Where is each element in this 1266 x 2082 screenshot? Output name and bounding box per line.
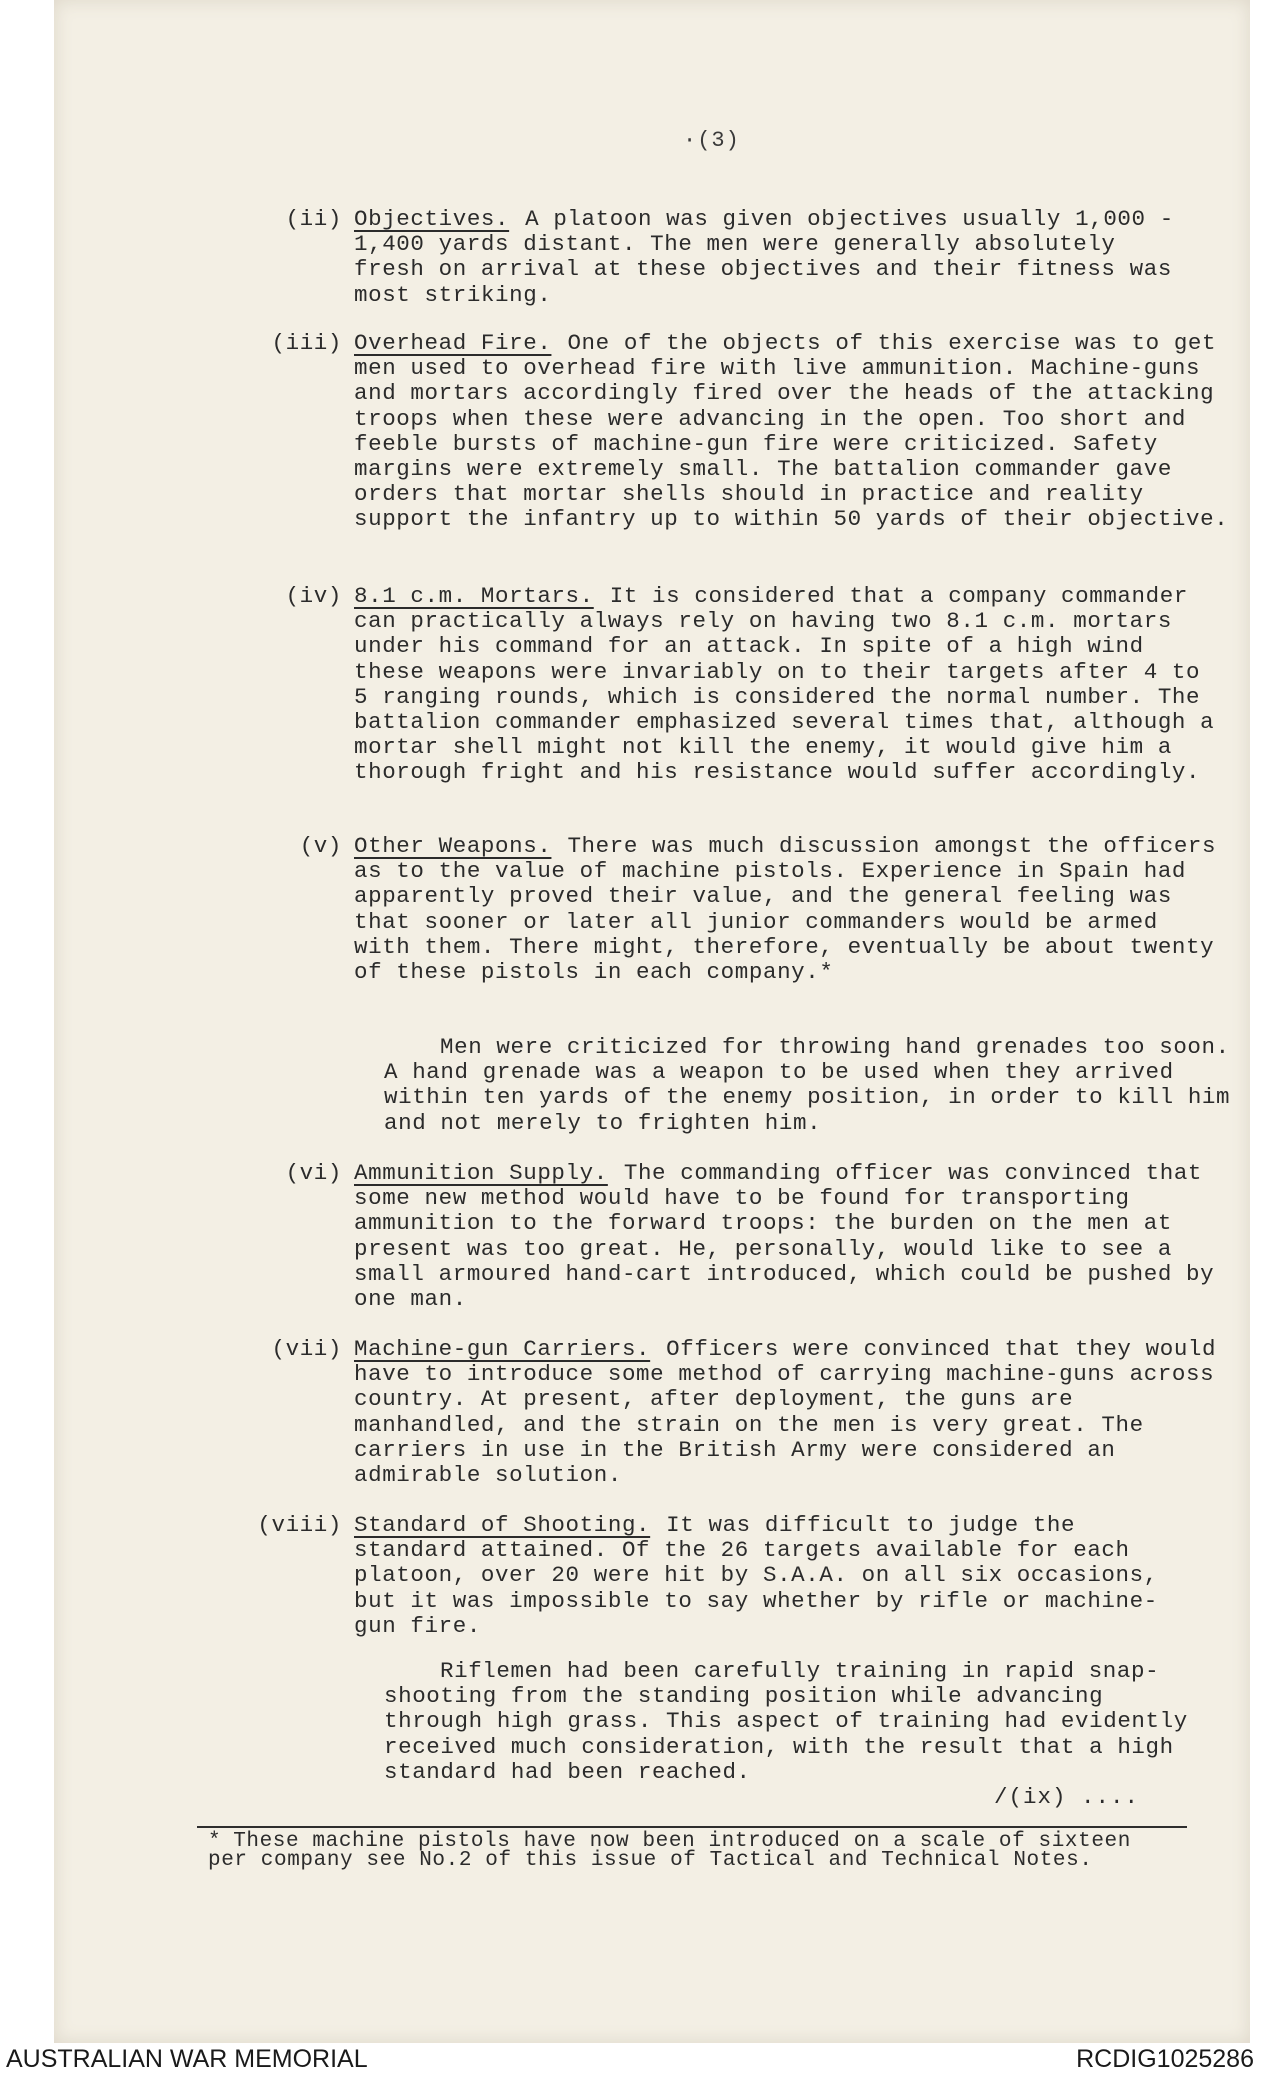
section-text: One of the objects of this exercise was to get men used to overhead fire with live ammunition. Machine-guns and mortars accordingly fired over the heads of the attacking troops when these were advancing in the open. Too short and feeble bursts of machine-gun fire were criticized. Safety margins were extremely small. The battalion commander gave orders that mortar shells should in practice and reality support the infantry up to within 50 yards of their objective. xyxy=(354,330,1229,533)
section-number: (v) xyxy=(299,833,342,859)
section-number: (iii) xyxy=(271,330,342,356)
section-text: A platoon was given objectives usually 1,000 - 1,400 yards distant. The men were generally absolutely fresh on arrival at these objectives and their fitness was most striking. xyxy=(354,206,1174,308)
continuation-marker: /(ix) .... xyxy=(994,1784,1140,1810)
section-heading: Overhead Fire. xyxy=(354,330,552,356)
section-text: It is considered that a company commander can practically always rely on having two 8.1 c.m. mortars under his command for an attack. In spite of a high wind these weapons were invariably on to their targets after 4 to 5 ranging rounds, which is considered the normal number. The battalion commander emphasized several times that, although a mortar shell might not kill the enemy, it would give him a thorough fright and his resistance would suffer accordingly. xyxy=(354,583,1215,786)
section-heading: Standard of Shooting. xyxy=(354,1512,651,1538)
section-number: (ii) xyxy=(285,206,342,232)
section-vii xyxy=(271,1336,1229,1489)
section-v-paragraph-2: Men were criticized for throwing hand grenades too soon. A hand grenade was a weapon to be used when they arrived within ten yards of the enemy position, in order to kill him and not merely to frighten him. xyxy=(384,1034,1231,1136)
footnote-marker: * xyxy=(208,1830,222,1853)
section-heading: Other Weapons. xyxy=(354,833,552,859)
section-text: The commanding officer was convinced that some new method would have to be found for transporting ammunition to the forward troops: the burden on the men at present was too great. He, personally, would like to see a small armoured hand-cart introduced, which could be pushed by one man. xyxy=(354,1160,1215,1313)
section-heading: Machine-gun Carriers. xyxy=(354,1336,651,1362)
section-viii xyxy=(257,1512,1199,1639)
section-number: (iv) xyxy=(285,583,342,609)
section-text: It was difficult to judge the standard attained. Of the 26 targets available for each platoon, over 20 were hit by S.A.A. on all six occasions, but it was impossible to say whether by rifle or machine-gun fire. xyxy=(354,1512,1158,1639)
footnote-text: These machine pistols have now been introduced on a scale of sixteen per company see No.2 of this issue of Tactical and Technical Notes. xyxy=(208,1830,1131,1872)
section-viii-paragraph-2: Riflemen had been carefully training in rapid snap-shooting from the standing position while advancing through high grass. This aspect of training had evidently received much consideration, with the result that a high standard had been reached. xyxy=(384,1658,1188,1785)
section-ii xyxy=(285,206,1184,308)
section-iv xyxy=(285,583,1224,786)
section-heading: Objectives. xyxy=(354,206,510,232)
section-iii xyxy=(271,330,1244,533)
section-v xyxy=(299,833,1224,986)
section-text: There was much discussion amongst the officers as to the value of machine pistols. Experience in Spain had apparently proved their value, and the general feeling was that sooner or later all junior commanders would be armed with them. There might, therefore, eventually be about twenty of these pistols in each company.* xyxy=(354,833,1217,986)
section-heading: 8.1 c.m. Mortars. xyxy=(354,583,594,609)
section-number: (viii) xyxy=(257,1512,342,1538)
archive-credit: AUSTRALIAN WAR MEMORIAL xyxy=(6,2045,368,2073)
archive-id: RCDIG1025286 xyxy=(1076,2045,1254,2073)
section-vi xyxy=(285,1160,1229,1313)
footnote-divider xyxy=(197,1826,1187,1828)
document-page xyxy=(54,0,1250,2043)
page-number: ·(3) xyxy=(683,128,740,153)
section-text: Officers were convinced that they would have to introduce some method of carrying machine-guns across country. At present, after deployment, the guns are manhandled, and the strain on the men is very great. The carriers in use in the British Army were considered an admirable solution. xyxy=(354,1336,1217,1489)
section-number: (vi) xyxy=(285,1160,342,1186)
section-number: (vii) xyxy=(271,1336,342,1362)
section-heading: Ammunition Supply. xyxy=(354,1160,608,1186)
footnote xyxy=(208,1832,1178,1870)
